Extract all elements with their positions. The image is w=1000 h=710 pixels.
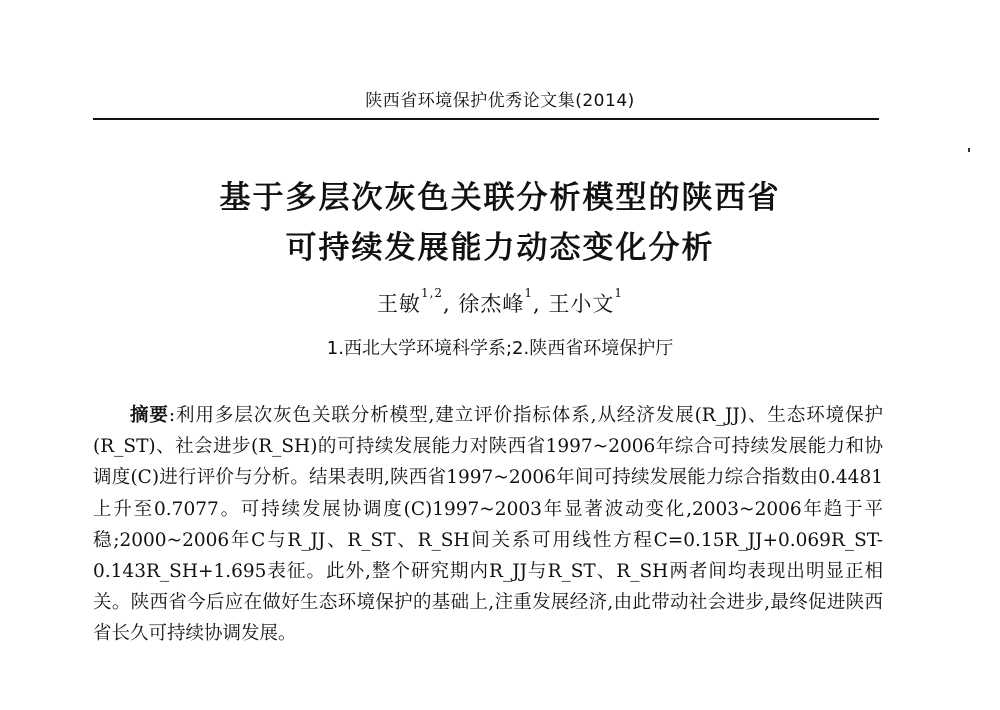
- author-name: 王敏: [376, 292, 421, 316]
- abstract-text: :利用多层次灰色关联分析模型,建立评价指标体系,从经济发展(R_JJ)、生态环境保护(R_ST)、社会进步(R_SH)的可持续发展能力对陕西省1997~2006年综合可持续发展能力和协调度(C)进行评价与分析。结果表明,陕西省1997~2006年间可持续发展能力综合指数由0.4481上升至0.7077。可持续发展协调度(C)1997~2003年显著波动变化,2003~2006年趋于平稳;2000~2006年C与R_JJ、R_ST、R_SH间关系可用线性方程C=0.15R_JJ+0.069R_ST-0.143R_SH+1.695表征。此外,整个研究期内R_JJ与R_ST、R_SH两者间均表现出明显正相关。陕西省今后应在做好生态环境保护的基础上,注重发展经济,由此带动社会进步,最终促进陕西省长久可持续协调发展。: [93, 405, 883, 645]
- abstract-label: 摘要: [130, 405, 169, 426]
- paper-title-line-1: 基于多层次灰色关联分析模型的陕西省: [219, 180, 781, 216]
- header-rule: [93, 118, 879, 120]
- author-affiliation-mark: 1: [524, 286, 534, 300]
- author-name: 徐杰峰: [458, 292, 525, 316]
- running-header: 陕西省环境保护优秀论文集(2014): [365, 91, 635, 111]
- author-list: 王敏$^{1,2}$, 徐杰峰$^1$, 王小文$^1$: [376, 286, 624, 316]
- author-affiliation-mark: 1: [614, 286, 624, 300]
- author-affiliation-mark: 1,2: [420, 286, 444, 300]
- paper-title-line-2: 可持续发展能力动态变化分析: [285, 230, 715, 266]
- author-name: 王小文: [548, 292, 615, 316]
- scan-mark: [968, 148, 970, 152]
- affiliations: 1.西北大学环境科学系;2.陕西省环境保护厅: [326, 338, 674, 359]
- abstract: [93, 400, 883, 650]
